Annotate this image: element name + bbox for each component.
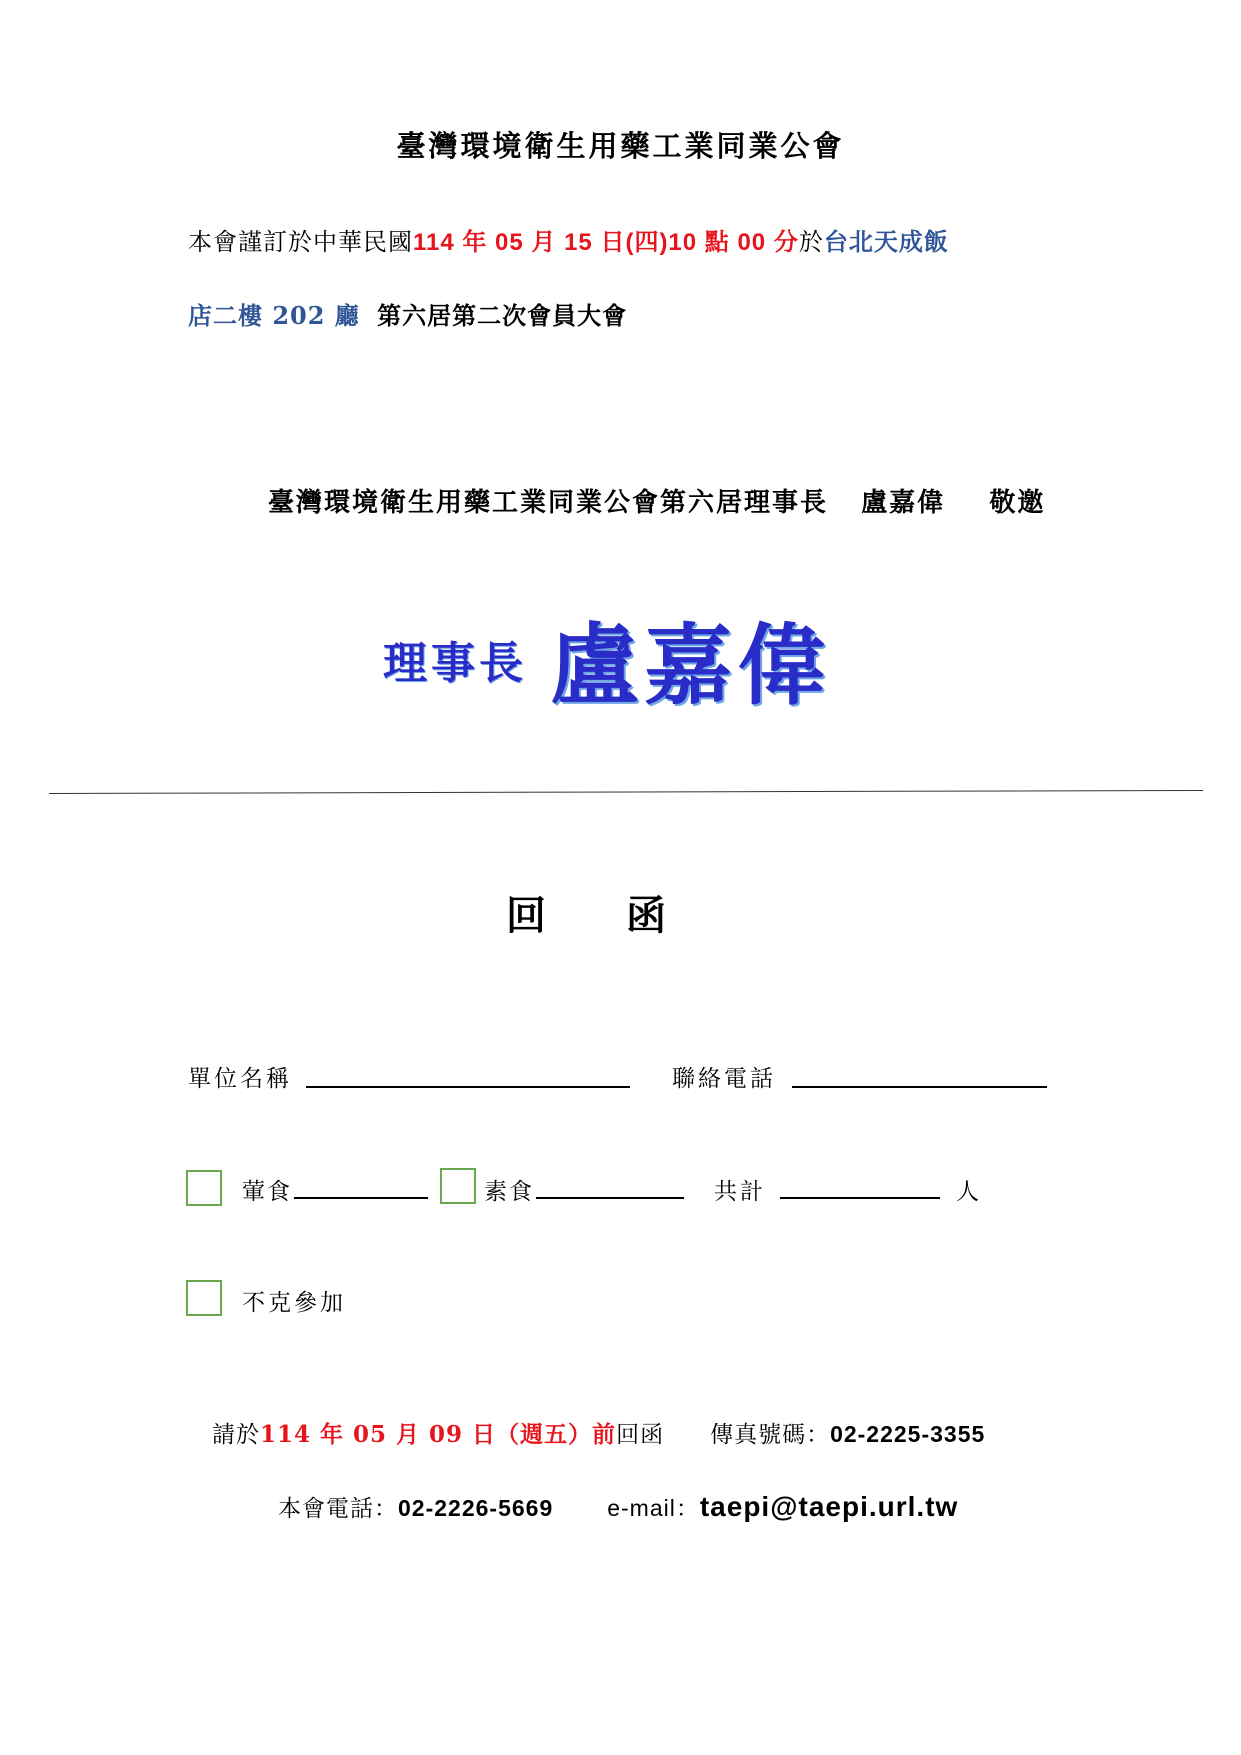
email-address[interactable]: taepi@taepi.url.tw — [699, 1491, 959, 1522]
footer-deadline-line — [212, 1416, 985, 1449]
event-name: 第六居第二次會員大會 — [377, 301, 628, 330]
inviter-org-role: 臺灣環境衛生用藥工業同業公會第六居理事長 — [268, 488, 829, 518]
reply-title-char-2: 函 — [626, 892, 666, 939]
meat-meal-count-field[interactable] — [294, 1197, 428, 1199]
notice-line-1 — [188, 222, 949, 257]
signature-title: 理事長 — [383, 638, 527, 689]
meeting-date: 114 年 05 月 15 日(四)10 點 00 分 — [413, 229, 799, 256]
meat-meal-checkbox[interactable] — [186, 1170, 222, 1206]
reply-title-char-1: 回 — [506, 892, 546, 939]
vegetarian-meal-count-field[interactable] — [536, 1197, 684, 1199]
total-count-field[interactable] — [780, 1197, 940, 1199]
inviter-name: 盧嘉偉 — [861, 488, 946, 518]
contact-phone-field[interactable] — [792, 1086, 1047, 1088]
signature-block — [383, 596, 832, 722]
fax-number: 02-2225-3355 — [830, 1421, 986, 1447]
unit-name-field[interactable] — [306, 1086, 630, 1088]
decline-label: 不克參加 — [242, 1290, 346, 1316]
signature-name: 盧嘉偉 — [550, 613, 833, 717]
section-divider — [49, 790, 1203, 794]
association-title: 臺灣環境衛生用藥工業同業公會 — [396, 129, 845, 163]
deadline-prefix: 請於 — [212, 1422, 260, 1448]
deadline-suffix: 回函 — [616, 1422, 665, 1448]
vegetarian-meal-label: 素食 — [484, 1179, 534, 1205]
tel-label: 本會電話： — [278, 1496, 398, 1522]
venue-part-1: 台北天成飯 — [823, 227, 949, 256]
venue-part-2: 店二樓 202 廳 — [188, 301, 360, 330]
decline-checkbox[interactable] — [186, 1280, 222, 1316]
fax-label: 傳真號碼： — [710, 1422, 831, 1448]
deadline-date: 114 年 05 月 09 日（週五）前 — [260, 1421, 617, 1448]
person-unit-label: 人 — [956, 1179, 982, 1205]
total-label: 共計 — [714, 1179, 766, 1205]
inviter-closing: 敬邀 — [989, 488, 1046, 518]
email-label: e-mail： — [607, 1495, 700, 1521]
tel-number: 02-2226-5669 — [398, 1495, 554, 1521]
notice-line-2 — [188, 296, 627, 331]
notice-joiner: 於 — [798, 228, 824, 256]
inviter-line — [268, 482, 1045, 519]
footer-contact-line — [278, 1490, 958, 1523]
contact-phone-label: 聯絡電話 — [672, 1066, 776, 1092]
vegetarian-meal-checkbox[interactable] — [440, 1168, 476, 1204]
meat-meal-label: 葷食 — [242, 1179, 292, 1205]
notice-prefix: 本會謹訂於中華民國 — [188, 228, 413, 256]
unit-name-label: 單位名稱 — [188, 1066, 292, 1092]
reply-title — [506, 884, 666, 941]
